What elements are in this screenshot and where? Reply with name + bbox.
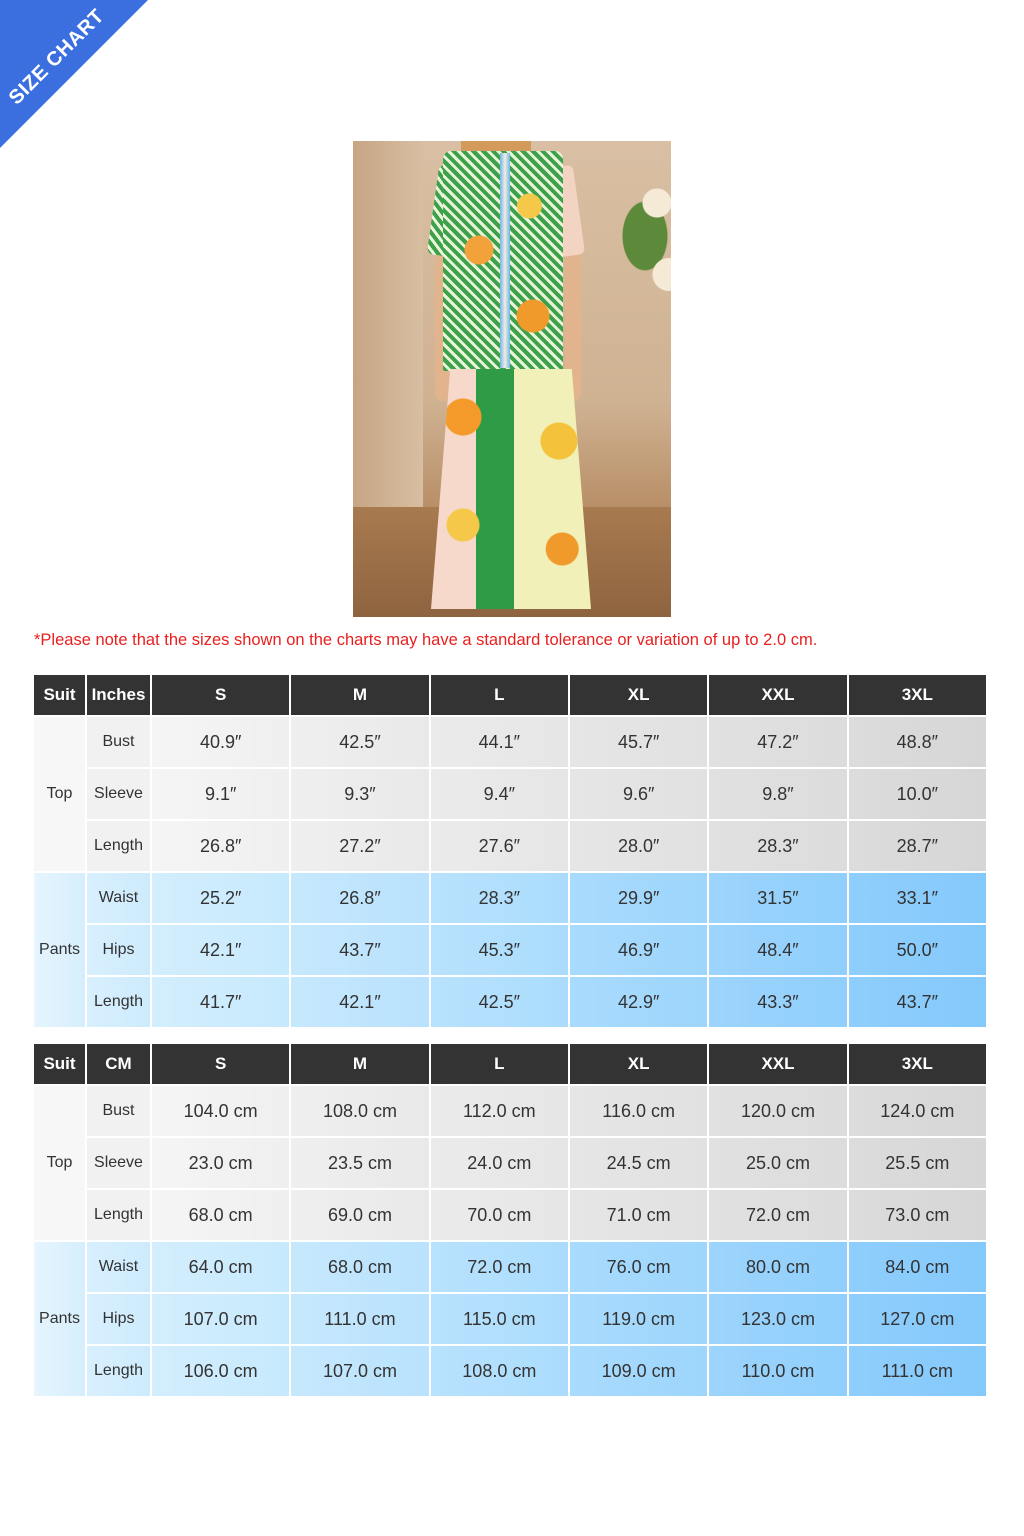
cell: 108.0 cm bbox=[291, 1086, 428, 1136]
header-size-xl: XL bbox=[570, 1044, 707, 1084]
table-row bbox=[34, 769, 986, 819]
flower-decor bbox=[621, 181, 671, 291]
cell: 116.0 cm bbox=[570, 1086, 707, 1136]
cell: 115.0 cm bbox=[431, 1294, 568, 1344]
cell: 76.0 cm bbox=[570, 1242, 707, 1292]
cell: 41.7″ bbox=[152, 977, 289, 1027]
table-row bbox=[34, 873, 986, 923]
table-row bbox=[34, 1294, 986, 1344]
cell: 70.0 cm bbox=[431, 1190, 568, 1240]
table-row bbox=[34, 1242, 986, 1292]
measure-label: Sleeve bbox=[87, 769, 150, 819]
cell: 9.4″ bbox=[431, 769, 568, 819]
cell: 72.0 cm bbox=[431, 1242, 568, 1292]
measure-label: Length bbox=[87, 977, 150, 1027]
cell: 45.7″ bbox=[570, 717, 707, 767]
cell: 120.0 cm bbox=[709, 1086, 846, 1136]
cell: 42.9″ bbox=[570, 977, 707, 1027]
cell: 42.1″ bbox=[152, 925, 289, 975]
header-unit: CM bbox=[87, 1044, 150, 1084]
cell: 26.8″ bbox=[152, 821, 289, 871]
table-header-row bbox=[34, 1044, 986, 1084]
cell: 10.0″ bbox=[849, 769, 986, 819]
cell: 9.6″ bbox=[570, 769, 707, 819]
cell: 73.0 cm bbox=[849, 1190, 986, 1240]
cell: 23.5 cm bbox=[291, 1138, 428, 1188]
cell: 48.8″ bbox=[849, 717, 986, 767]
cell: 119.0 cm bbox=[570, 1294, 707, 1344]
cell: 43.3″ bbox=[709, 977, 846, 1027]
cell: 27.2″ bbox=[291, 821, 428, 871]
cell: 29.9″ bbox=[570, 873, 707, 923]
cell: 69.0 cm bbox=[291, 1190, 428, 1240]
cell: 25.5 cm bbox=[849, 1138, 986, 1188]
cell: 25.2″ bbox=[152, 873, 289, 923]
cell: 64.0 cm bbox=[152, 1242, 289, 1292]
cell: 104.0 cm bbox=[152, 1086, 289, 1136]
measure-label: Waist bbox=[87, 1242, 150, 1292]
header-size-m: M bbox=[291, 1044, 428, 1084]
header-size-xxl: XXL bbox=[709, 1044, 846, 1084]
size-chart-corner-badge bbox=[0, 0, 150, 150]
cell: 44.1″ bbox=[431, 717, 568, 767]
table-header-row bbox=[34, 675, 986, 715]
cell: 111.0 cm bbox=[849, 1346, 986, 1396]
cell: 28.0″ bbox=[570, 821, 707, 871]
cell: 68.0 cm bbox=[152, 1190, 289, 1240]
cell: 31.5″ bbox=[709, 873, 846, 923]
cell: 28.7″ bbox=[849, 821, 986, 871]
cell: 112.0 cm bbox=[431, 1086, 568, 1136]
table-row bbox=[34, 977, 986, 1027]
cell: 28.3″ bbox=[431, 873, 568, 923]
cell: 27.6″ bbox=[431, 821, 568, 871]
header-size-xl: XL bbox=[570, 675, 707, 715]
cell: 42.5″ bbox=[291, 717, 428, 767]
cell: 72.0 cm bbox=[709, 1190, 846, 1240]
measure-label: Length bbox=[87, 1190, 150, 1240]
table-row bbox=[34, 1346, 986, 1396]
header-size-m: M bbox=[291, 675, 428, 715]
cell: 9.1″ bbox=[152, 769, 289, 819]
header-size-l: L bbox=[431, 1044, 568, 1084]
cell: 45.3″ bbox=[431, 925, 568, 975]
cell: 109.0 cm bbox=[570, 1346, 707, 1396]
cell: 110.0 cm bbox=[709, 1346, 846, 1396]
cell: 47.2″ bbox=[709, 717, 846, 767]
measure-label: Hips bbox=[87, 925, 150, 975]
header-suit: Suit bbox=[34, 1044, 85, 1084]
measure-label: Sleeve bbox=[87, 1138, 150, 1188]
section-label-top: Top bbox=[34, 1086, 85, 1240]
cell: 43.7″ bbox=[849, 977, 986, 1027]
section-label-pants: Pants bbox=[34, 873, 85, 1027]
measure-label: Length bbox=[87, 821, 150, 871]
cell: 46.9″ bbox=[570, 925, 707, 975]
badge-label: SIZE CHART bbox=[4, 5, 109, 110]
section-label-pants: Pants bbox=[34, 1242, 85, 1396]
cell: 25.0 cm bbox=[709, 1138, 846, 1188]
section-label-top: Top bbox=[34, 717, 85, 871]
cell: 9.8″ bbox=[709, 769, 846, 819]
cell: 23.0 cm bbox=[152, 1138, 289, 1188]
cell: 26.8″ bbox=[291, 873, 428, 923]
cell: 68.0 cm bbox=[291, 1242, 428, 1292]
cell: 24.5 cm bbox=[570, 1138, 707, 1188]
header-unit: Inches bbox=[87, 675, 150, 715]
cell: 42.1″ bbox=[291, 977, 428, 1027]
header-suit: Suit bbox=[34, 675, 85, 715]
cell: 106.0 cm bbox=[152, 1346, 289, 1396]
table-row bbox=[34, 1190, 986, 1240]
cell: 9.3″ bbox=[291, 769, 428, 819]
tolerance-note: *Please note that the sizes shown on the charts may have a standard tolerance or variation of up to 2.0 cm. bbox=[34, 631, 818, 649]
table-row bbox=[34, 925, 986, 975]
measure-label: Hips bbox=[87, 1294, 150, 1344]
header-size-s: S bbox=[152, 1044, 289, 1084]
size-table-cm bbox=[32, 1042, 988, 1398]
size-table-inches bbox=[32, 673, 988, 1029]
cell: 24.0 cm bbox=[431, 1138, 568, 1188]
header-size-3xl: 3XL bbox=[849, 675, 986, 715]
cell: 42.5″ bbox=[431, 977, 568, 1027]
header-size-3xl: 3XL bbox=[849, 1044, 986, 1084]
cell: 50.0″ bbox=[849, 925, 986, 975]
cell: 108.0 cm bbox=[431, 1346, 568, 1396]
header-size-s: S bbox=[152, 675, 289, 715]
cell: 124.0 cm bbox=[849, 1086, 986, 1136]
cell: 84.0 cm bbox=[849, 1242, 986, 1292]
measure-label: Bust bbox=[87, 717, 150, 767]
table-row bbox=[34, 1138, 986, 1188]
cell: 127.0 cm bbox=[849, 1294, 986, 1344]
product-photo bbox=[353, 141, 671, 617]
cell: 33.1″ bbox=[849, 873, 986, 923]
table-row bbox=[34, 821, 986, 871]
measure-label: Bust bbox=[87, 1086, 150, 1136]
cell: 107.0 cm bbox=[291, 1346, 428, 1396]
header-size-xxl: XXL bbox=[709, 675, 846, 715]
cell: 107.0 cm bbox=[152, 1294, 289, 1344]
cell: 43.7″ bbox=[291, 925, 428, 975]
cell: 123.0 cm bbox=[709, 1294, 846, 1344]
badge-triangle bbox=[0, 0, 148, 148]
cell: 40.9″ bbox=[152, 717, 289, 767]
cell: 80.0 cm bbox=[709, 1242, 846, 1292]
measure-label: Waist bbox=[87, 873, 150, 923]
printed-wide-pants bbox=[431, 369, 591, 609]
cell: 48.4″ bbox=[709, 925, 846, 975]
table-row bbox=[34, 717, 986, 767]
cell: 28.3″ bbox=[709, 821, 846, 871]
header-size-l: L bbox=[431, 675, 568, 715]
measure-label: Length bbox=[87, 1346, 150, 1396]
cell: 71.0 cm bbox=[570, 1190, 707, 1240]
cell: 111.0 cm bbox=[291, 1294, 428, 1344]
table-row bbox=[34, 1086, 986, 1136]
